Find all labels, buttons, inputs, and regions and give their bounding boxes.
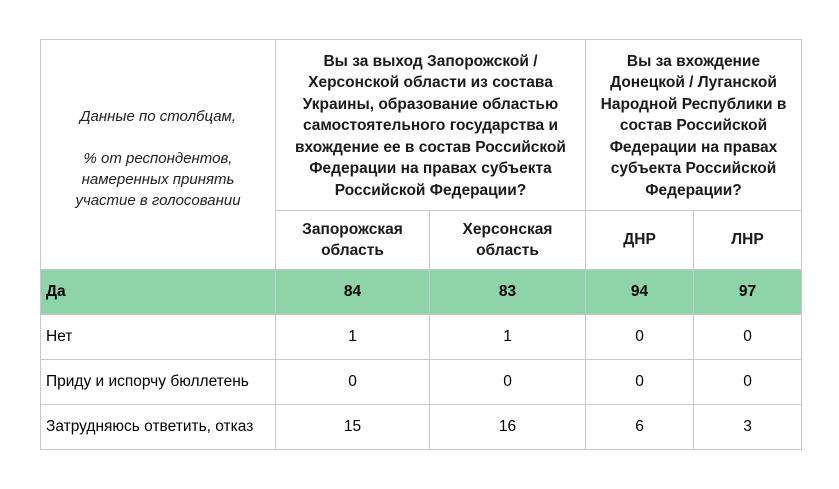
table-cell: 0 (276, 360, 430, 405)
row-label: Нет (41, 315, 276, 360)
question-line: Федерации на правах (609, 138, 778, 156)
column-header-dnr (586, 211, 694, 270)
table-cell: 3 (694, 405, 802, 450)
column-header-zaporozhye (276, 211, 430, 270)
table-cell: 83 (430, 270, 586, 315)
question-line: состав Российской (619, 117, 768, 135)
column-header-line: ДНР (623, 231, 656, 249)
column-header-line: Запорожская (302, 220, 403, 238)
table-cell: 1 (276, 315, 430, 360)
row-label: Затрудняюсь ответить, отказ (41, 405, 276, 450)
table-cell: 0 (694, 360, 802, 405)
table-row-yes (41, 270, 802, 315)
row-label: Да (41, 270, 276, 315)
question-header-zaporozhye-kherson (276, 40, 586, 211)
question-header-dnr-lnr (586, 40, 802, 211)
question-line: Народной Республики в (600, 95, 787, 113)
column-header-line: Херсонская (462, 220, 553, 238)
corner-note-line: намеренных принять (81, 171, 235, 188)
question-line: Федерации? (645, 181, 742, 199)
row-label: Приду и испорчу бюллетень (41, 360, 276, 405)
table-row-spoil-ballot (41, 360, 802, 405)
question-line: Вы за вхождение (626, 52, 761, 70)
table-cell: 84 (276, 270, 430, 315)
table-cell: 1 (430, 315, 586, 360)
table-cell: 0 (430, 360, 586, 405)
question-line: вхождение ее в состав Российской (295, 138, 566, 156)
corner-note-line: % от респондентов, (83, 150, 233, 167)
question-line: Вы за выход Запорожской / (323, 52, 538, 70)
table-row-no (41, 315, 802, 360)
survey-table-container (40, 39, 802, 450)
survey-results-table (40, 39, 802, 450)
column-header-kherson (430, 211, 586, 270)
table-cell: 16 (430, 405, 586, 450)
question-line: Российской Федерации? (334, 181, 527, 199)
table-cell: 6 (586, 405, 694, 450)
corner-note-line: участие в голосовании (75, 192, 241, 209)
table-cell: 97 (694, 270, 802, 315)
header-row-groups (41, 40, 802, 211)
table-cell: 0 (586, 360, 694, 405)
table-corner-note (41, 40, 276, 270)
table-cell: 0 (586, 315, 694, 360)
table-row-undecided (41, 405, 802, 450)
column-header-lnr (694, 211, 802, 270)
column-header-line: область (476, 242, 539, 259)
question-line: самостоятельного государства и (302, 117, 558, 135)
column-header-line: ЛНР (731, 231, 764, 249)
table-cell: 0 (694, 315, 802, 360)
column-header-line: область (321, 242, 384, 259)
table-cell: 15 (276, 405, 430, 450)
question-line: Донецкой / Луганской (610, 74, 777, 92)
question-line: Федерации на правах субъекта (309, 160, 552, 178)
question-line: субъекта Российской (610, 160, 777, 178)
corner-note-line: Данные по столбцам, (80, 108, 236, 125)
table-cell: 94 (586, 270, 694, 315)
question-line: Херсонской области из состава (308, 74, 553, 92)
question-line: Украины, образование областью (302, 95, 559, 113)
